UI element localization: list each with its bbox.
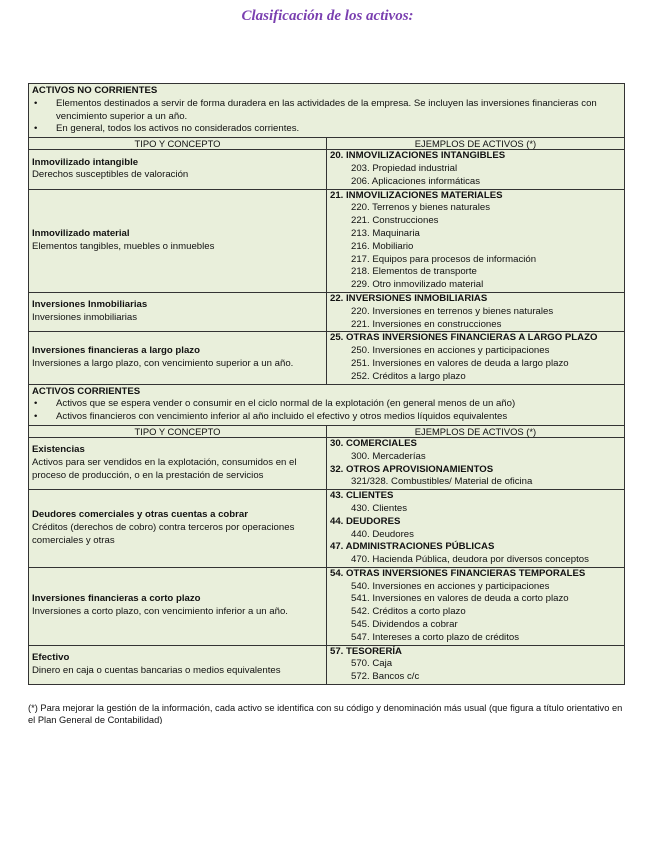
account-item: 217. Equipos para procesos de información — [351, 253, 537, 265]
account-group-name: 47. ADMINISTRACIONES PÚBLICAS — [330, 541, 495, 553]
account-group-name: 44. DEUDORES — [330, 515, 401, 527]
account-item: 252. Créditos a largo plazo — [351, 370, 466, 382]
asset-examples-cell — [327, 645, 625, 684]
account-group-name: 22. INVERSIONES INMOBILIARIAS — [330, 292, 488, 304]
account-item: 203. Propiedad industrial — [351, 162, 458, 174]
asset-type-name: Inversiones Inmobiliarias — [32, 299, 148, 311]
account-item: 229. Otro inmovilizado material — [351, 279, 484, 291]
asset-examples-cell — [327, 332, 625, 384]
account-item: 545. Dividendos a cobrar — [351, 619, 458, 631]
asset-type-concept: Activos para ser vendidos en la explotación, consumidos en el proceso de producción, o en la prestación de servicios — [32, 457, 297, 481]
no-corrientes-asset-row — [29, 150, 625, 189]
asset-type-cell — [29, 567, 327, 645]
account-group-name: 43. CLIENTES — [330, 490, 394, 502]
no-corrientes-asset-row — [29, 292, 625, 331]
assets-table — [28, 83, 625, 685]
asset-type-name: Inmovilizado material — [32, 227, 130, 239]
corrientes-asset-row — [29, 437, 625, 489]
asset-type-name: Existencias — [32, 444, 85, 456]
asset-type-concept: Elementos tangibles, muebles o inmuebles — [32, 240, 215, 252]
account-group-name: 30. COMERCIALES — [330, 437, 417, 449]
account-item: 540. Inversiones en acciones y participaciones — [351, 580, 550, 592]
account-item: 216. Mobiliario — [351, 240, 414, 252]
account-item: 221. Construcciones — [351, 215, 439, 227]
no-corrientes-section-heading: ACTIVOS NO CORRIENTES — [32, 85, 158, 96]
asset-examples-cell — [327, 292, 625, 331]
account-item: 213. Maquinaria — [351, 227, 420, 239]
account-group-name: 21. INMOVILIZACIONES MATERIALES — [330, 189, 503, 201]
asset-type-cell — [29, 332, 327, 384]
corrientes-asset-row — [29, 490, 625, 568]
asset-type-cell — [29, 490, 327, 568]
account-item: 300. Mercaderías — [351, 450, 426, 462]
asset-type-concept: Inversiones a largo plazo, con vencimiento superior a un año. — [32, 357, 294, 369]
account-item: 321/328. Combustibles/ Material de oficina — [351, 476, 533, 488]
asset-type-name: Inversiones financieras a corto plazo — [32, 593, 201, 605]
account-item: 218. Elementos de transporte — [351, 266, 477, 278]
asset-type-cell — [29, 150, 327, 189]
asset-type-concept: Inversiones inmobiliarias — [32, 312, 138, 324]
asset-type-concept: Créditos (derechos de cobro) contra terceros por operaciones comerciales y otras — [32, 522, 295, 546]
footnote: (*) Para mejorar la gestión de la información, cada activo se identifica con su código y denominación más usual (que figura a título orientativo en el Plan General de Contabilidad) — [28, 703, 623, 724]
no-corrientes-column-header-row — [29, 138, 625, 150]
assets-classification-document — [28, 83, 625, 685]
account-item: 220. Inversiones en terrenos y bienes naturales — [351, 305, 554, 317]
account-group-name: 57. TESORERÍA — [330, 645, 402, 657]
no-corrientes-asset-row — [29, 189, 625, 292]
account-item: 251. Inversiones en valores de deuda a largo plazo — [351, 357, 569, 369]
corrientes-section-bullet: • Activos que se espera vender o consumir en el ciclo normal de la explotación (en general menos de un año) — [32, 398, 621, 411]
account-group-name: 54. OTRAS INVERSIONES FINANCIERAS TEMPORALES — [330, 567, 586, 579]
account-group-name: 20. INMOVILIZACIONES INTANGIBLES — [330, 150, 506, 162]
account-item: 541. Inversiones en valores de deuda a corto plazo — [351, 593, 569, 605]
column-header-tipo: TIPO Y CONCEPTO — [29, 138, 327, 150]
asset-type-name: Inversiones financieras a largo plazo — [32, 345, 200, 357]
corrientes-column-header-row — [29, 425, 625, 437]
no-corrientes-section-cell — [29, 84, 625, 138]
asset-examples-cell — [327, 567, 625, 645]
account-item: 430. Clientes — [351, 502, 407, 514]
no-corrientes-section-bullet: • Elementos destinados a servir de forma duradera en las actividades de la empresa. Se incluyen las inversiones financieras con vencimiento superior a un año. — [32, 98, 621, 124]
asset-type-cell — [29, 645, 327, 684]
account-group-name: 25. OTRAS INVERSIONES FINANCIERAS A LARGO PLAZO — [330, 332, 598, 344]
assets-table-body — [29, 84, 625, 685]
column-header-ejemplos: EJEMPLOS DE ACTIVOS (*) — [327, 138, 625, 150]
account-item: 250. Inversiones en acciones y participaciones — [351, 345, 550, 357]
asset-examples-cell — [327, 490, 625, 568]
column-header-tipo: TIPO Y CONCEPTO — [29, 425, 327, 437]
account-item: 542. Créditos a corto plazo — [351, 606, 466, 618]
asset-examples-cell — [327, 437, 625, 489]
asset-type-cell — [29, 292, 327, 331]
corrientes-section-row — [29, 384, 625, 425]
account-item: 547. Intereses a corto plazo de créditos — [351, 631, 519, 643]
corrientes-section-bullet: • Activos financieros con vencimiento inferior al año incluido el efectivo y otros medios líquidos equivalentes — [32, 411, 621, 424]
corrientes-section-heading: ACTIVOS CORRIENTES — [32, 385, 141, 397]
account-item: 470. Hacienda Pública, deudora por diversos conceptos — [351, 554, 589, 566]
account-item: 206. Aplicaciones informáticas — [351, 175, 481, 187]
asset-type-name: Inmovilizado intangible — [32, 156, 139, 168]
asset-examples-cell — [327, 189, 625, 292]
account-item: 440. Deudores — [351, 528, 414, 540]
asset-examples-cell — [327, 150, 625, 189]
document-title: Clasificación de los activos: — [241, 8, 414, 24]
asset-type-concept: Inversiones a corto plazo, con vencimiento inferior a un año. — [32, 606, 288, 618]
corrientes-asset-row — [29, 645, 625, 684]
account-group-name: 32. OTROS APROVISIONAMIENTOS — [330, 463, 494, 475]
no-corrientes-section-row — [29, 84, 625, 138]
no-corrientes-section-bullet: • En general, todos los activos no considerados corrientes. — [32, 123, 621, 136]
asset-type-cell — [29, 437, 327, 489]
column-header-ejemplos: EJEMPLOS DE ACTIVOS (*) — [327, 425, 625, 437]
corrientes-asset-row — [29, 567, 625, 645]
asset-type-name: Efectivo — [32, 652, 70, 664]
asset-type-concept: Derechos susceptibles de valoración — [32, 169, 189, 181]
account-item: 572. Bancos c/c — [351, 671, 420, 683]
no-corrientes-asset-row — [29, 332, 625, 384]
asset-type-name: Deudores comerciales y otras cuentas a cobrar — [32, 509, 248, 521]
account-item: 570. Caja — [351, 658, 393, 670]
account-item: 221. Inversiones en construcciones — [351, 318, 502, 330]
account-item: 220. Terrenos y bienes naturales — [351, 202, 491, 214]
corrientes-section-cell — [29, 384, 625, 425]
asset-type-concept: Dinero en caja o cuentas bancarias o medios equivalentes — [32, 664, 281, 676]
asset-type-cell — [29, 189, 327, 292]
